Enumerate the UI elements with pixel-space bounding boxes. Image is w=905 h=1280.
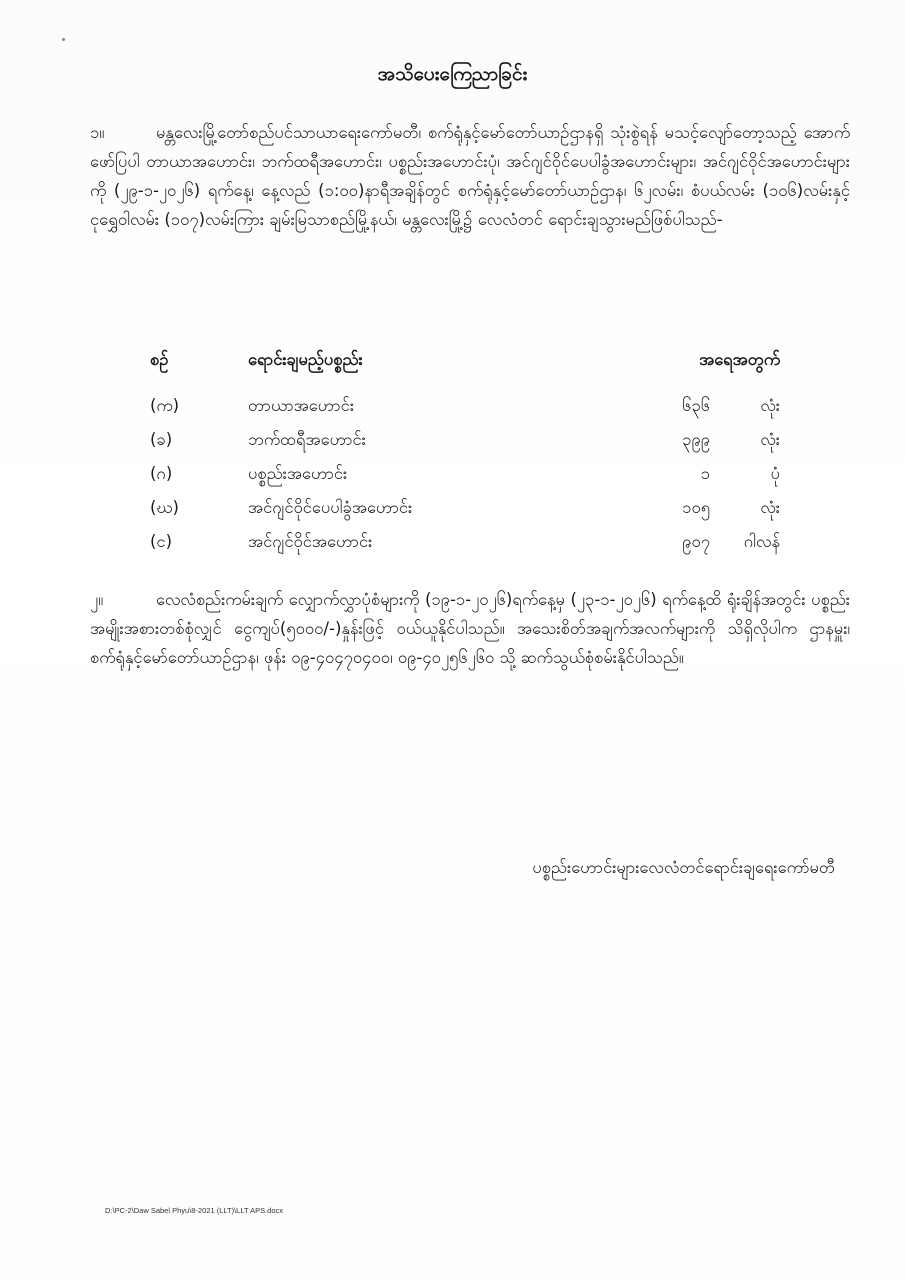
paragraph-2 bbox=[90, 585, 850, 672]
paragraph-2-text: လေလံစည်းကမ်းချက် လျှောက်လွှာပုံစံများကို (၁၉-၁-၂၀၂၆)ရက်နေ့မှ (၂၃-၁-၂၀၂၆) ရက်နေ့ထိ ရုံးချိန်အတွင်း ပစ္စည်းအမျိုးအစားတစ်စုံလျှင် ငွေကျပ်(၅၀၀၀/-)နှုန်းဖြင့် ဝယ်ယူနိုင်ပါသည်။ အသေးစိတ်အချက်အလက်များကို သိရှိလိုပါက ဌာနမှူး၊ စက်ရုံနှင့်မော်တော်ယာဉ်ဌာန၊ ဖုန်း ၀၉-၄၀၄၇၀၄၀၀၊ ၀၉-၄၀၂၅၆၂၆၀ သို့ ဆက်သွယ်စုံစမ်းနိုင်ပါသည်။ bbox=[90, 590, 850, 667]
header-amount: အရေအတွက် bbox=[699, 350, 780, 369]
row-no: (က) bbox=[150, 396, 180, 415]
row-item: အင်ဂျင်ဝိုင်အဟောင်း bbox=[248, 532, 373, 551]
row-qty: ၃၉၉ bbox=[682, 430, 710, 449]
row-item: ပစ္စည်းအဟောင်း bbox=[248, 464, 348, 483]
paragraph-1 bbox=[90, 118, 850, 234]
row-no: (ဃ) bbox=[150, 498, 179, 517]
row-qty: ၁၀၅ bbox=[682, 498, 710, 517]
row-unit: လုံး bbox=[760, 498, 780, 517]
header-item: ရောင်းချမည့်ပစ္စည်း bbox=[248, 350, 363, 369]
page-title: အသိပေးကြေညာခြင်း bbox=[377, 63, 528, 85]
file-path-footer: D:\PC-2\Daw Sabel Phyu\8-2021 (LLT)\LLT APS.docx bbox=[105, 1206, 284, 1215]
paragraph-1-number: ၁။ bbox=[90, 123, 105, 142]
table-row bbox=[150, 498, 780, 532]
header-no: စဉ် bbox=[150, 350, 169, 369]
row-item: တာယာအဟောင်း bbox=[248, 396, 355, 415]
row-no: (ဂ) bbox=[150, 464, 173, 483]
row-qty: ၁ bbox=[700, 464, 710, 483]
items-table bbox=[150, 350, 780, 566]
row-qty: ၉၀၇ bbox=[682, 532, 710, 551]
row-unit: ပုံ bbox=[770, 464, 780, 483]
row-item: အင်ဂျင်ဝိုင်ပေပါခွံအဟောင်း bbox=[248, 498, 413, 517]
row-no: (ခ) bbox=[150, 430, 173, 449]
table-header bbox=[150, 350, 780, 396]
table-row bbox=[150, 532, 780, 566]
committee-signature: ပစ္စည်းဟောင်းများလေလံတင်ရောင်းချရေးကော်မတီ bbox=[532, 858, 835, 877]
paragraph-1-text: မန္တလေးမြို့တော်စည်ပင်သာယာရေးကော်မတီ၊ စက်ရုံနှင့်မော်တော်ယာဉ်ဌာနရှိ သုံးစွဲရန် မသင့်လျော်တော့သည့် အောက်ဖော်ပြပါ တာယာအဟောင်း၊ ဘက်ထရီအဟောင်း၊ ပစ္စည်းအဟောင်းပုံ၊ အင်ဂျင်ဝိုင်ပေပါခွံအဟောင်းများ၊ အင်ဂျင်ဝိုင်အဟောင်းများကို (၂၉-၁-၂၀၂၆) ရက်နေ့၊ နေ့လည် (၁:၀၀)နာရီအချိန်တွင် စက်ရုံနှင့်မော်တော်ယာဉ်ဌာန၊ ၆၂လမ်း၊ စံပယ်လမ်း (၁၀၆)လမ်းနှင့် ငုရွှေဝါလမ်း (၁၀၇)လမ်းကြား ချမ်းမြသာစည်မြို့နယ်၊ မန္တလေးမြို့၌ လေလံတင် ရောင်းချသွားမည်ဖြစ်ပါသည်- bbox=[90, 123, 850, 229]
row-item: ဘက်ထရီအဟောင်း bbox=[248, 430, 366, 449]
table-row bbox=[150, 396, 780, 430]
row-no: (င) bbox=[150, 532, 173, 551]
row-unit: လုံး bbox=[760, 430, 780, 449]
row-unit: လုံး bbox=[760, 396, 780, 415]
paragraph-2-number: ၂။ bbox=[90, 590, 104, 609]
row-unit: ဂါလန် bbox=[743, 532, 780, 551]
scan-speck bbox=[62, 38, 65, 41]
row-qty: ၆၃၆ bbox=[682, 396, 710, 415]
table-row bbox=[150, 464, 780, 498]
table-row bbox=[150, 430, 780, 464]
